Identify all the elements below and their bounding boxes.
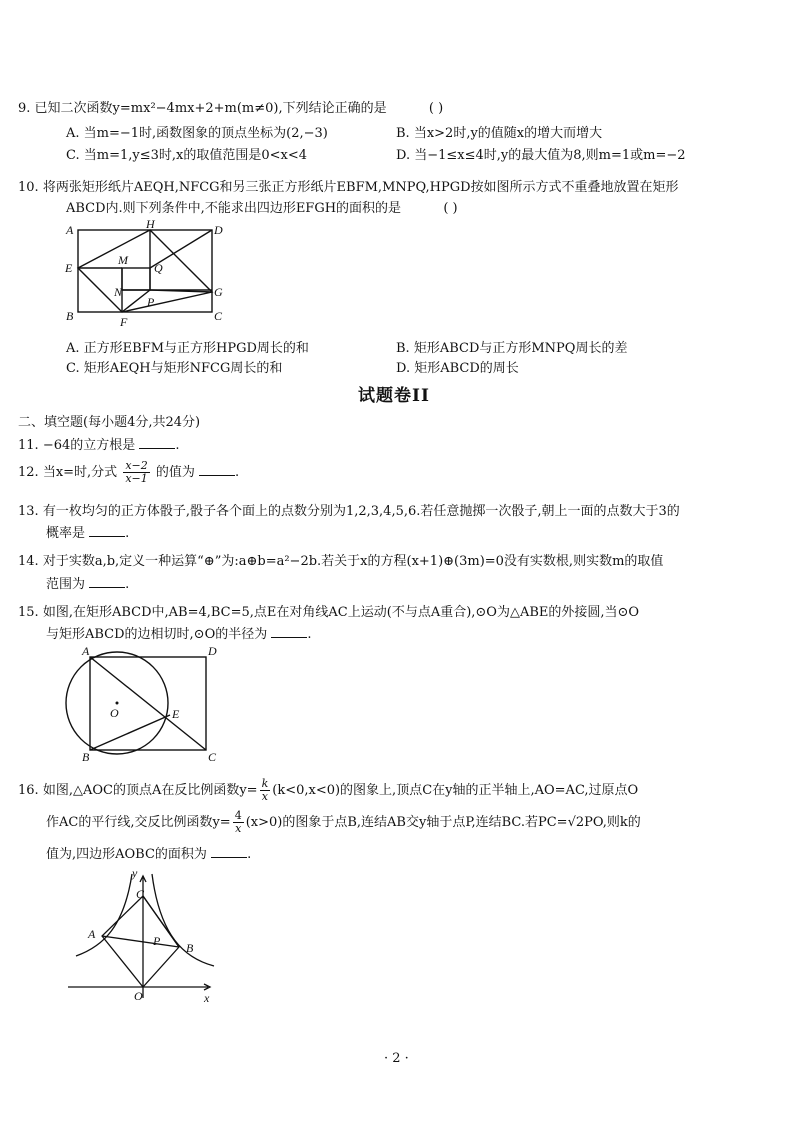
q16-text-line3: 值为,四边形AOBC的面积为 [46,847,207,862]
label-p: P [153,934,161,948]
q14-text-line1: 对于实数a,b,定义一种运算“⊕”为:a⊕b=a²−2b.若关于x的方程(x+1)⊕(3m)=0没有实数根,则实数m的取值 [42,554,664,569]
q10-option-b: B. 矩形ABCD与正方形MNPQ周长的差 [396,341,628,356]
q16-fraction-1-den: x [261,790,269,803]
label-d: D [214,223,223,237]
q15-figure [60,643,230,765]
q9-option-a: A. 当m=−1时,函数图象的顶点坐标为(2,−3) [66,126,328,141]
q9-option-c: C. 当m=1,y≤3时,x的取值范围是0<x<4 [66,148,308,163]
label-e: E [172,707,180,721]
q15-text-line2: 与矩形ABCD的边相切时,⊙O的半径为 [46,627,268,642]
q16-line2-pre: 作AC的平行线,交反比例函数y= [46,815,231,830]
label-y: y [132,866,138,880]
label-q: Q [154,261,163,275]
diagonal-ac [90,657,206,750]
page-number: · 2 · [384,1051,409,1066]
q10-number: 10. [18,180,39,195]
label-e: E [65,261,73,275]
q14-text-line2: 范围为 [46,577,86,592]
q10-text-line2: ABCD内.则下列条件中,不能求出四边形EFGH的面积的是 [66,201,402,216]
q15-text-line1: 如图,在矩形ABCD中,AB=4,BC=5,点E在对角线AC上运动(不与点A重合),⊙O为△ABE的外接圆,当⊙O [42,605,640,620]
q9-option-d: D. 当−1≤x≤4时,y的最大值为8,则m=1或m=−2 [396,148,686,163]
q14-line2 [46,575,129,594]
q11-text: −64的立方根是 [42,438,136,453]
label-b: B [82,750,90,764]
q14-end: . [125,577,130,592]
q12-pre: 当x=时,分式 [42,465,118,480]
hyperbola-right [152,874,214,966]
label-g: G [214,285,223,299]
q13-number: 13. [18,504,39,519]
q11-end: . [175,438,180,453]
q12-post: 的值为 [155,465,195,480]
q10-figure [62,220,232,332]
label-f: F [120,315,128,329]
segment-ab [102,936,179,947]
q9-number: 9. [18,101,31,116]
q12-fraction [123,460,149,485]
q11 [18,436,180,455]
q12 [18,460,239,486]
q10-line1 [18,179,679,197]
label-o: O [134,989,143,1003]
q11-answer-blank[interactable] [139,436,175,449]
q10-line2 [66,200,458,218]
label-c: C [136,887,145,901]
label-o: O [110,706,119,720]
q12-numerator: x−2 [125,459,148,472]
q14-line1 [18,553,663,571]
segment-bc [143,896,179,947]
label-d: D [208,644,217,658]
q15-answer-blank[interactable] [271,625,307,638]
q10-option-d: D. 矩形ABCD的周长 [396,361,519,376]
q16-answer-blank[interactable] [211,845,247,858]
q9-answer-paren: ( ) [428,101,444,116]
q16-fraction-2-den: x [235,822,242,835]
q13-answer-blank[interactable] [89,524,125,537]
q12-denominator: x−1 [125,472,148,485]
q16-fraction-2 [233,810,244,835]
q16-line3 [46,845,251,864]
q13-text-line1: 有一枚均匀的正方体骰子,骰子各个面上的点数分别为1,2,3,4,5,6.若任意抛掷一次骰子,朝上一面的点数大于3的 [42,504,680,519]
q16-figure [64,866,234,1006]
q15-line2 [46,625,312,644]
q16-line2 [46,810,641,836]
q9-text: 已知二次函数y=mx²−4mx+2+m(m≠0),下列结论正确的是 [34,101,387,116]
label-p: P [147,295,155,309]
q10-option-c: C. 矩形AEQH与矩形NFCG周长的和 [66,361,283,376]
label-a: A [88,927,96,941]
q16-line1 [18,778,638,804]
q16-line1-post: (k<0,x<0)的图象上,顶点C在y轴的正半轴上,AO=AC,过原点O [272,783,639,798]
q16-fraction-1 [260,778,271,803]
q12-answer-blank[interactable] [199,463,235,476]
q12-number: 12. [18,465,39,480]
label-m: M [118,253,128,267]
q12-end: . [235,465,240,480]
q10-answer-paren: ( ) [443,201,458,216]
q13-line2 [46,524,129,543]
q14-number: 14. [18,554,39,569]
q13-end: . [125,526,130,541]
q9-option-b: B. 当x>2时,y的值随x的增大而增大 [396,126,603,141]
q13-text-line2: 概率是 [46,526,86,541]
label-a: A [82,644,90,658]
q11-number: 11. [18,438,39,453]
q15-number: 15. [18,605,39,620]
q16-line2-post: (x>0)的图象于点B,连结AB交y轴于点P,连结BC.若PC=√2PO,则k的 [245,815,641,830]
label-h: H [146,220,155,231]
q16-number: 16. [18,783,39,798]
q10-text-line1: 将两张矩形纸片AEQH,NFCG和另三张正方形纸片EBFM,MNPQ,HPGD按如图所示方式不重叠地放置在矩形 [42,180,679,195]
section2-header: 二、填空题(每小题4分,共24分) [18,415,201,430]
label-b: B [186,941,194,955]
q16-line1-pre: 如图,△AOC的顶点A在反比例函数y= [42,783,258,798]
q16-fraction-1-num: k [261,777,269,790]
label-b: B [66,309,74,323]
q15-line1 [18,604,639,622]
label-c: C [214,309,223,323]
section-title: 试题卷II [358,386,430,406]
q14-answer-blank[interactable] [89,575,125,588]
label-x: x [204,991,210,1005]
q15-end: . [307,627,312,642]
q16-fraction-2-num: 4 [234,809,242,822]
q9-stem [18,100,443,118]
q10-option-a: A. 正方形EBFM与正方形HPGD周长的和 [66,341,309,356]
q16-end: . [247,847,252,862]
label-a: A [66,223,74,237]
square-mnpq [122,268,150,290]
q13-line1 [18,503,680,521]
label-n: N [114,285,123,299]
label-c: C [208,750,217,764]
